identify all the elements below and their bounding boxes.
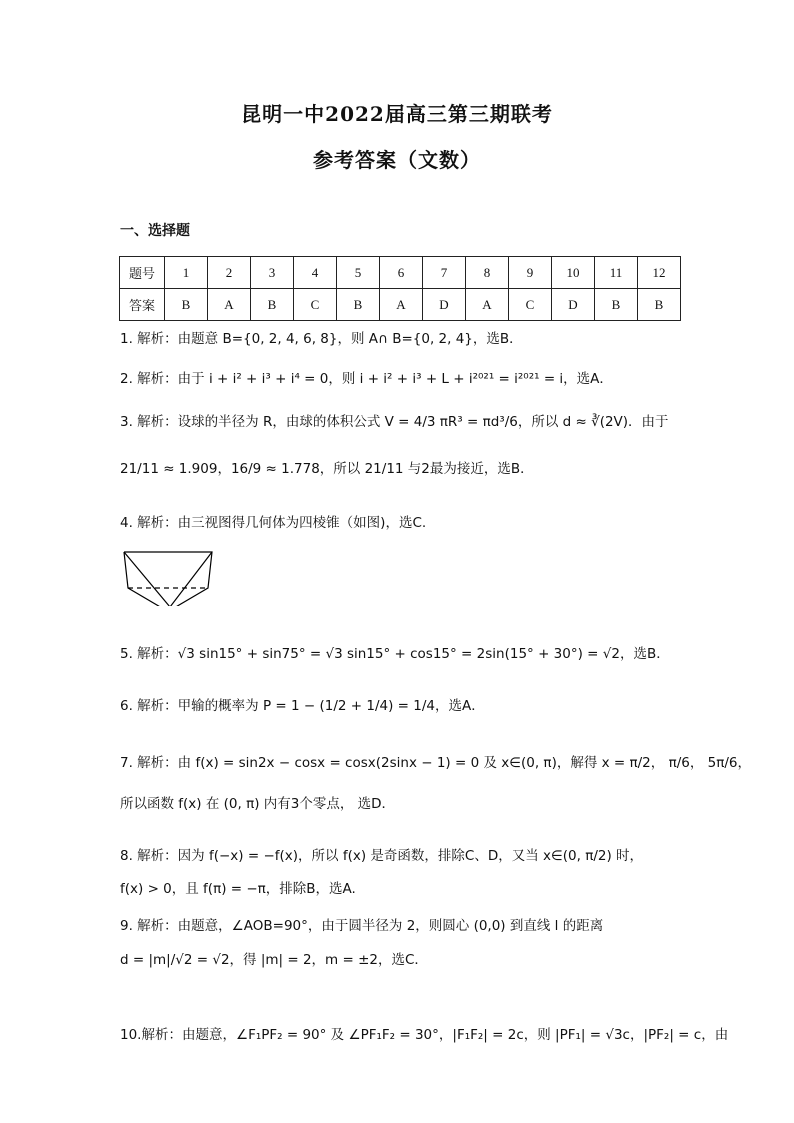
solution-7a: 7. 解析：由 f(x) = sin2x − cosx = cosx(2sinx − 1) = 0 及 x∈(0, π)，解得 x = π/2， π/6， 5π/6， — [120, 755, 751, 771]
section-heading: 一、选择题 — [120, 223, 190, 239]
table-cell: C — [294, 289, 337, 321]
table-cell: A — [380, 289, 423, 321]
solution-5: 5. 解析：√3 sin15° + sin75° = √3 sin15° + cos15° = 2sin(15° + 30°) = √2，选B． — [120, 646, 670, 662]
table-cell: 1 — [165, 257, 208, 289]
answer-table — [119, 256, 681, 321]
table-cell: 答案 — [120, 289, 165, 321]
solution-3a: 3. 解析：设球的半径为 R，由球的体积公式 V = 4/3 πR³ = πd³/6，所以 d ≈ ∛(2V)．由于 — [120, 414, 669, 430]
table-cell: 10 — [552, 257, 595, 289]
solution-3b: 21/11 ≈ 1.909，16/9 ≈ 1.778，所以 21/11 与2最为接近，选B． — [120, 461, 534, 477]
pyramid-figure — [122, 550, 214, 606]
solution-1: 1. 解析：由题意 B={0, 2, 4, 6, 8}，则 A∩ B={0, 2, 4}，选B． — [120, 331, 523, 347]
table-cell: 2 — [208, 257, 251, 289]
table-cell: 11 — [595, 257, 638, 289]
solution-6: 6. 解析：甲输的概率为 P = 1 − (1/2 + 1/4) = 1/4，选A． — [120, 698, 485, 714]
table-cell: 4 — [294, 257, 337, 289]
table-cell: D — [552, 289, 595, 321]
solution-8b: f(x) > 0，且 f(π) = −π，排除B，选A. — [120, 881, 356, 897]
solution-9b: d = |m|/√2 = √2，得 |m| = 2，m = ±2，选C． — [120, 952, 428, 968]
solution-10: 10.解析：由题意，∠F₁PF₂ = 90° 及 ∠PF₁F₂ = 30°，|F₁F₂| = 2c，则 |PF₁| = √3c，|PF₂| = c，由 — [120, 1027, 729, 1043]
page-subtitle: 参考答案（文数） — [313, 148, 481, 172]
table-row-questions — [120, 257, 681, 289]
table-cell: B — [165, 289, 208, 321]
table-cell: B — [595, 289, 638, 321]
table-cell: 6 — [380, 257, 423, 289]
table-cell: A — [208, 289, 251, 321]
table-cell: 8 — [466, 257, 509, 289]
table-cell: A — [466, 289, 509, 321]
table-cell: D — [423, 289, 466, 321]
table-cell: 12 — [638, 257, 681, 289]
solution-8a: 8. 解析：因为 f(−x) = −f(x)，所以 f(x) 是奇函数，排除C、D，又当 x∈(0, π/2) 时， — [120, 848, 644, 864]
table-cell: 5 — [337, 257, 380, 289]
solution-2: 2. 解析：由于 i + i² + i³ + i⁴ = 0，则 i + i² + i³ + L + i²⁰²¹ = i²⁰²¹ = i，选A． — [120, 371, 613, 387]
table-cell: B — [251, 289, 294, 321]
table-cell: 题号 — [120, 257, 165, 289]
solution-7b: 所以函数 f(x) 在 (0, π) 内有3个零点， 选D． — [120, 796, 396, 812]
table-cell: B — [638, 289, 681, 321]
table-cell: 9 — [509, 257, 552, 289]
table-cell: C — [509, 289, 552, 321]
figure-edge-left — [124, 552, 170, 606]
solution-4: 4. 解析：由三视图得几何体为四棱锥（如图)，选C. — [120, 515, 427, 531]
table-cell: 3 — [251, 257, 294, 289]
solution-9a: 9. 解析：由题意，∠AOB=90°，由于圆半径为 2，则圆心 (0,0) 到直线 l 的距离 — [120, 918, 604, 934]
page-title: 昆明一中2022届高三第三期联考 — [241, 102, 553, 126]
table-row-answers — [120, 289, 681, 321]
table-cell: 7 — [423, 257, 466, 289]
table-cell: B — [337, 289, 380, 321]
figure-outline — [124, 552, 212, 606]
